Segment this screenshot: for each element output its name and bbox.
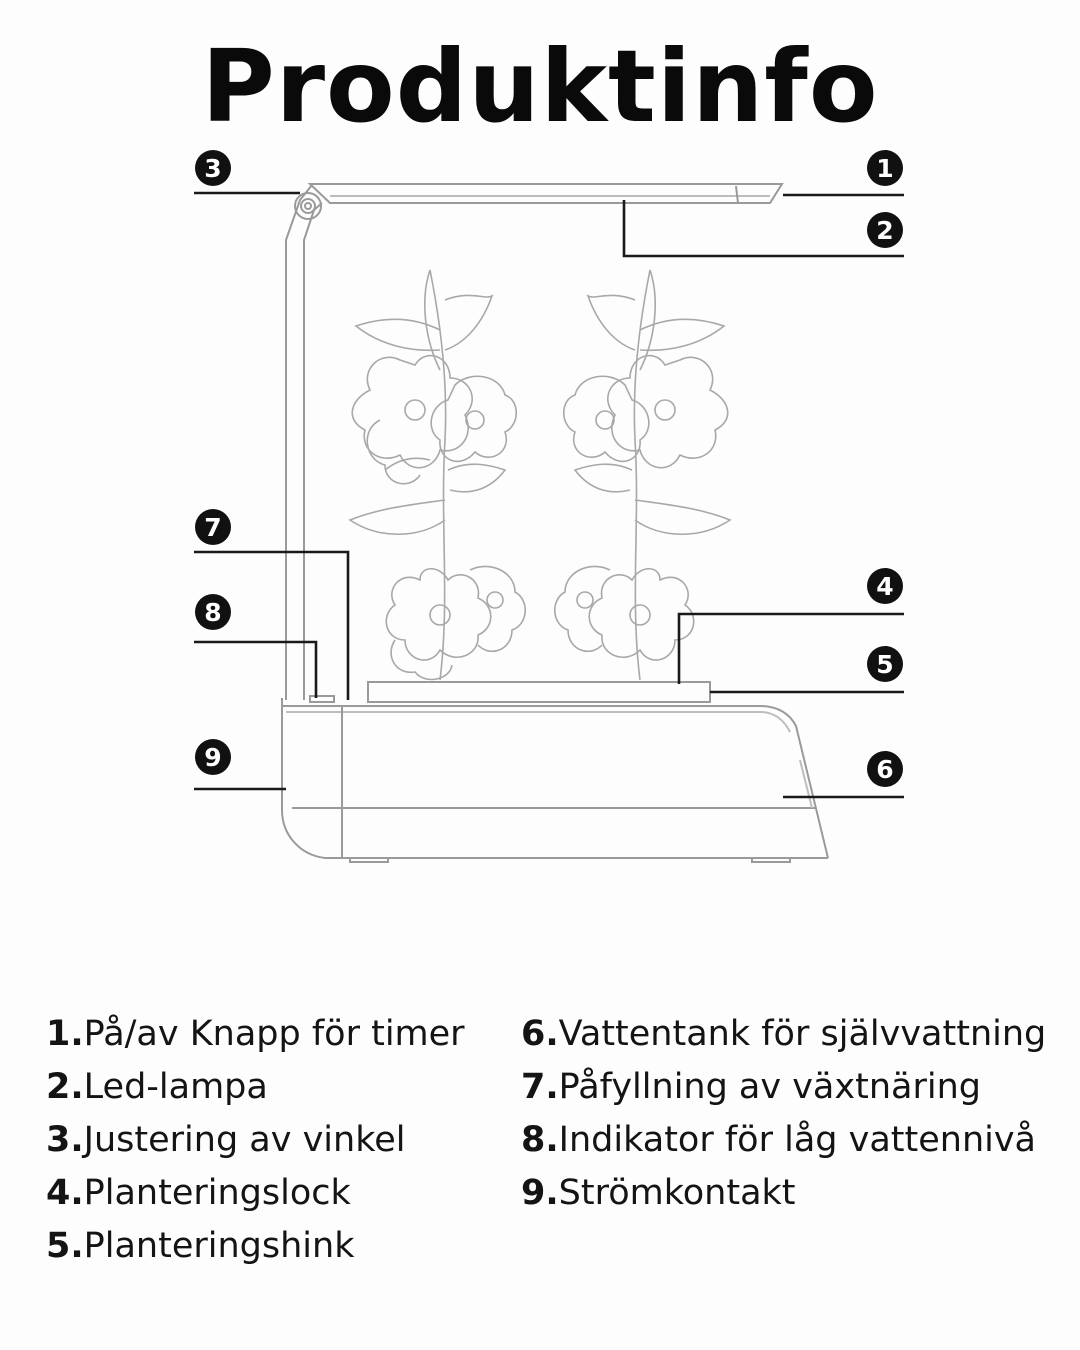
legend-column-left	[46, 1012, 465, 1277]
callout-badge-6	[867, 751, 903, 787]
legend-item-2: 2.Led-lampa	[46, 1067, 268, 1107]
callout-badge-5	[867, 646, 903, 682]
callout-badge-9	[195, 739, 231, 775]
flower-cluster-upper-right	[564, 356, 728, 468]
svg-text:7: 7	[204, 513, 222, 542]
legend-item-7: 7.Påfyllning av växtnäring	[521, 1067, 981, 1107]
legend-item-1: 1.På/av Knapp för timer	[46, 1014, 465, 1054]
device-outline	[282, 184, 828, 862]
svg-text:9: 9	[204, 743, 222, 772]
page-title: Produktinfo	[201, 28, 879, 145]
plant-illustration	[350, 270, 730, 680]
flower-cluster-lower-left	[386, 566, 525, 679]
legend-column-right	[521, 1012, 1046, 1224]
legend-item-4: 4.Planteringslock	[46, 1173, 351, 1213]
legend-item-6: 6.Vattentank för självvattning	[521, 1014, 1047, 1054]
svg-text:5: 5	[876, 650, 894, 679]
flower-cluster-lower-right	[555, 566, 694, 660]
callout-badge-7	[195, 509, 231, 545]
svg-text:3: 3	[204, 154, 222, 183]
svg-text:1: 1	[876, 154, 894, 183]
callout-badge-3	[195, 150, 231, 186]
callout-badge-4	[867, 568, 903, 604]
svg-text:2: 2	[876, 216, 894, 245]
legend-item-8: 8.Indikator för låg vattennivå	[521, 1120, 1037, 1160]
svg-text:4: 4	[876, 572, 894, 601]
legend-item-5: 5.Planteringshink	[46, 1226, 355, 1266]
leader-8	[194, 642, 316, 698]
svg-text:6: 6	[876, 755, 894, 784]
flower-cluster-upper-left	[352, 356, 516, 484]
leader-2	[624, 200, 904, 256]
svg-text:8: 8	[204, 598, 222, 627]
callout-badge-8	[195, 594, 231, 630]
legend-item-3: 3.Justering av vinkel	[46, 1120, 406, 1160]
callout-badge-1	[867, 150, 903, 186]
callout-badge-2	[867, 212, 903, 248]
legend-item-9: 9.Strömkontakt	[521, 1173, 796, 1213]
